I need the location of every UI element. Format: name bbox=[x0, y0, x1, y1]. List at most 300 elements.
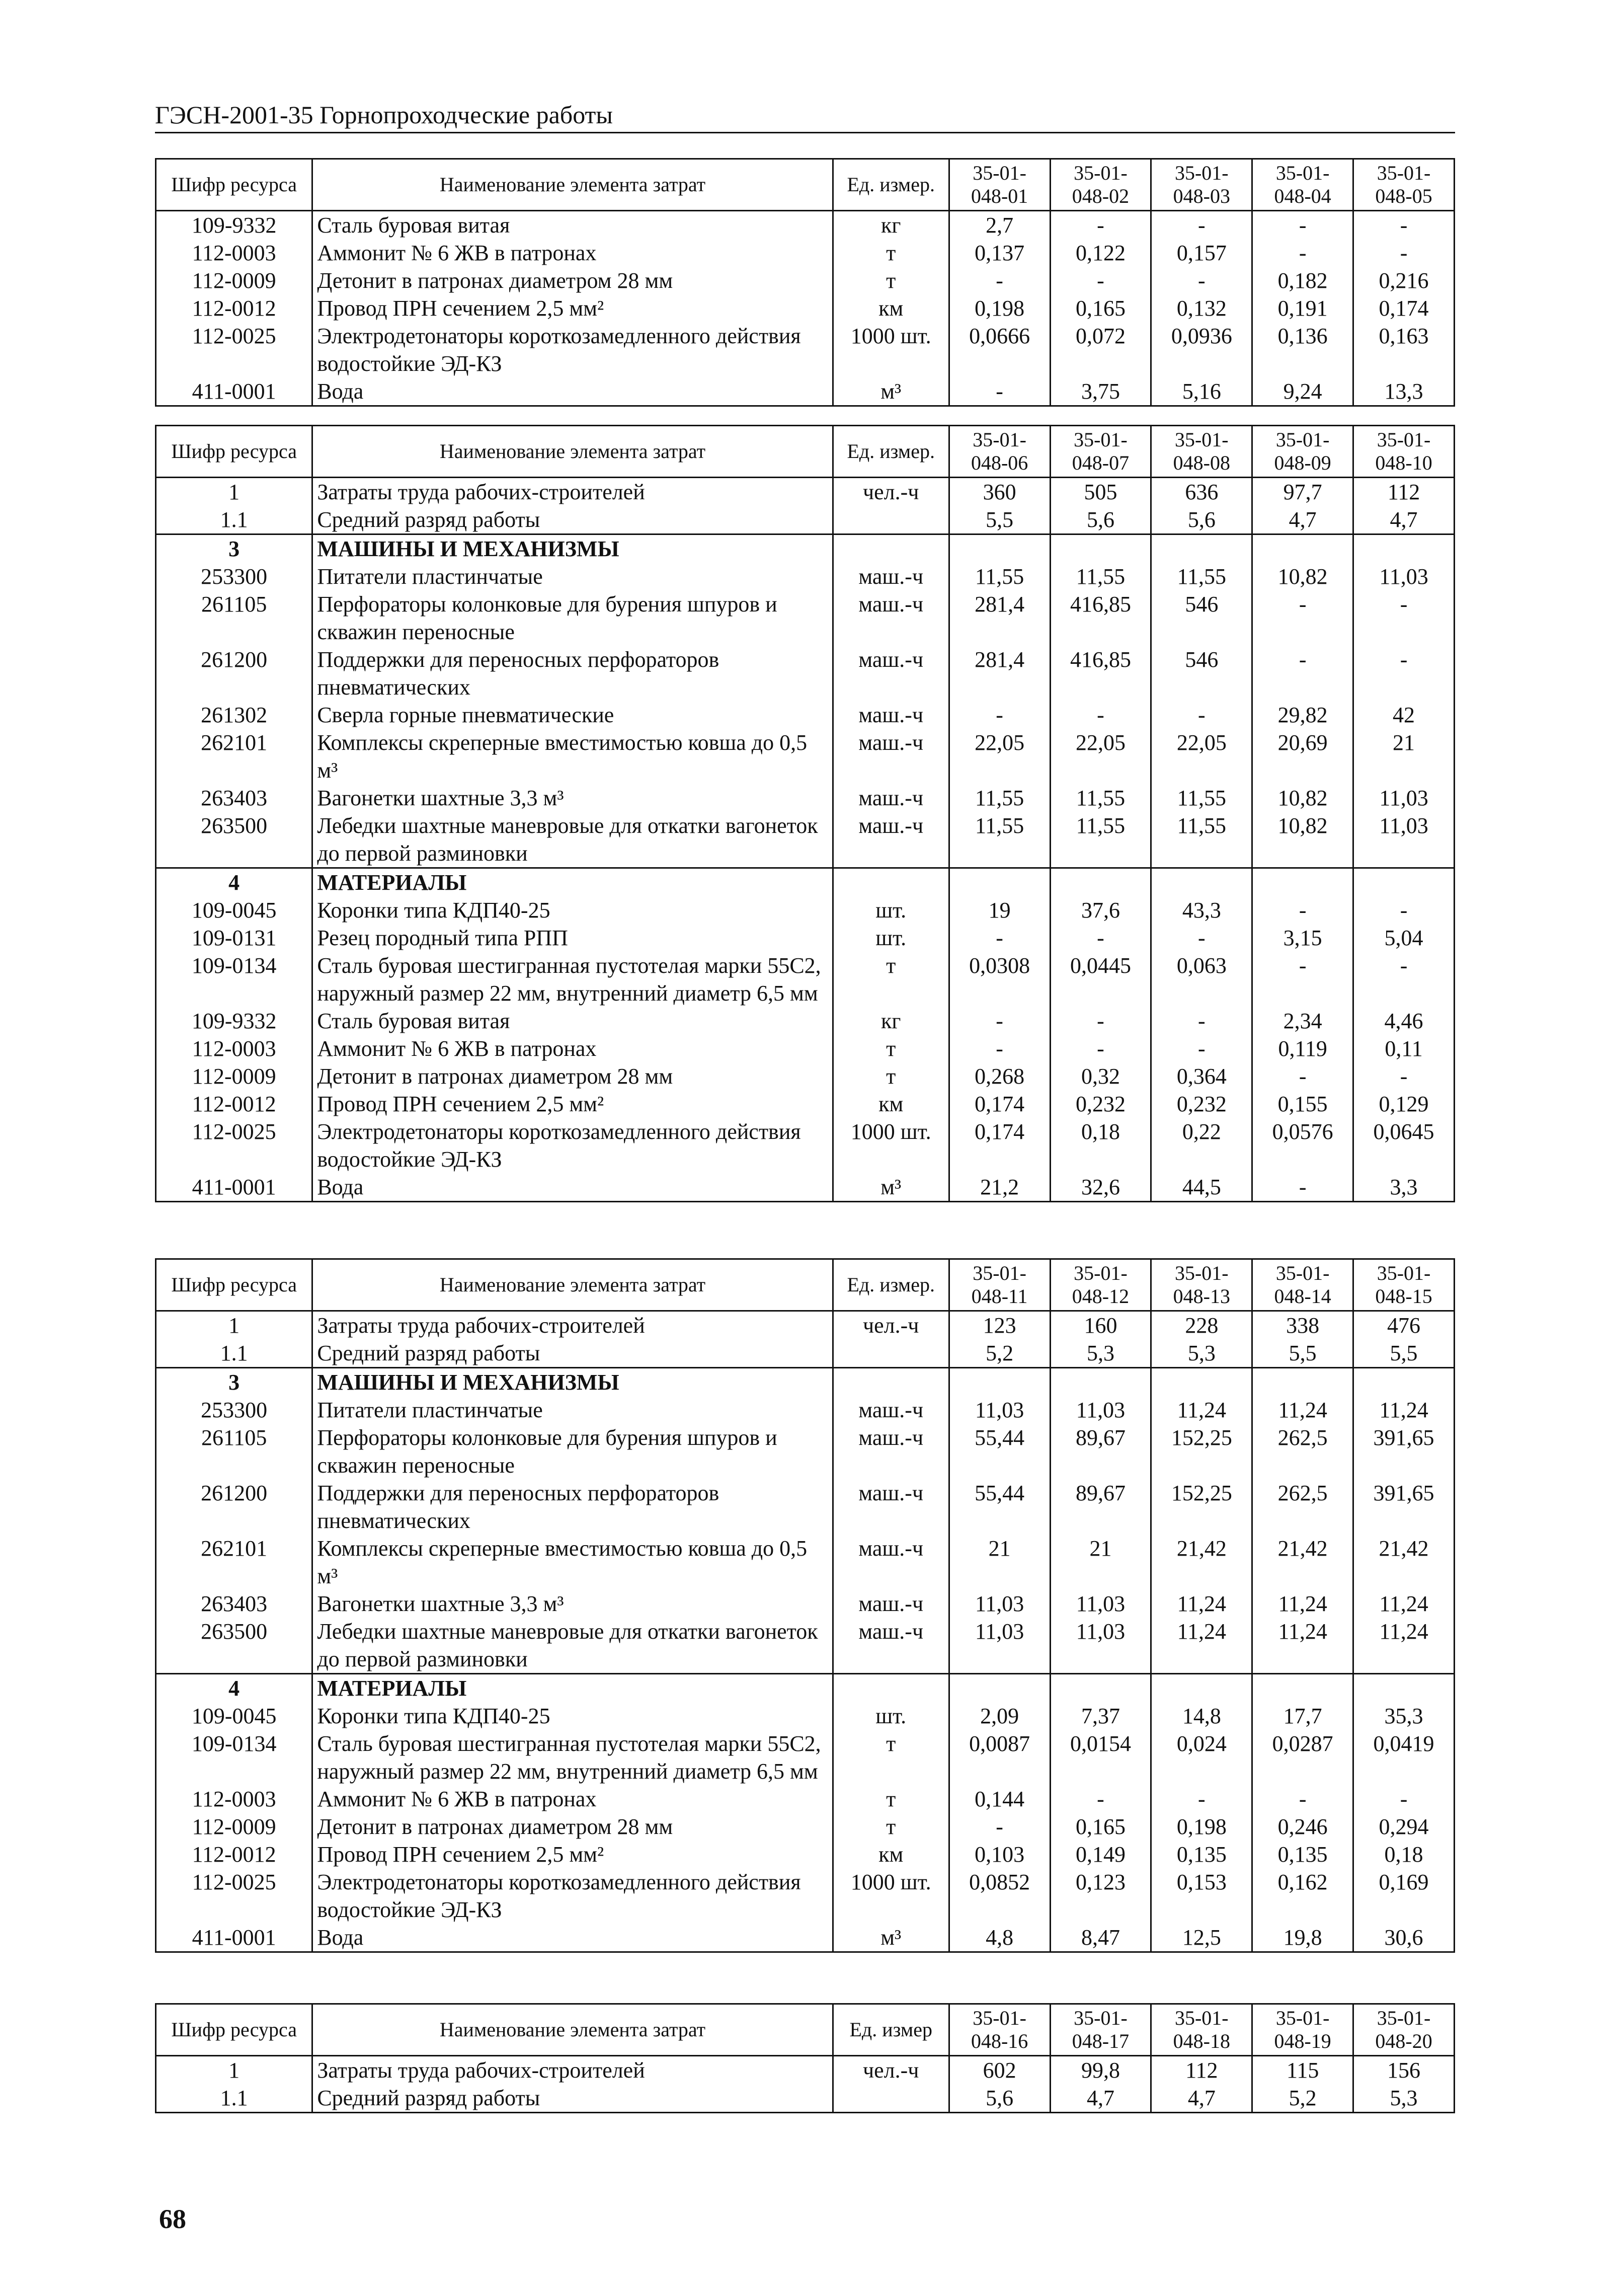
resource-code: 411-0001 bbox=[156, 377, 312, 406]
table-row bbox=[156, 1924, 1455, 1952]
norm-value: 11,55 bbox=[949, 812, 1050, 868]
norm-value: 112 bbox=[1151, 2056, 1252, 2085]
table-row bbox=[156, 239, 1455, 267]
resource-unit: маш.-ч bbox=[833, 646, 949, 701]
table-row bbox=[156, 784, 1455, 812]
norm-code-header: 35-01- 048-12 bbox=[1050, 1259, 1151, 1311]
norm-value: 0,182 bbox=[1252, 267, 1353, 294]
norm-value: 262,5 bbox=[1252, 1424, 1353, 1479]
norm-value: - bbox=[1050, 924, 1151, 952]
norm-value: - bbox=[1151, 701, 1252, 729]
norm-value: 11,55 bbox=[1151, 812, 1252, 868]
resource-code: 1.1 bbox=[156, 1339, 312, 1368]
table-row bbox=[156, 1785, 1455, 1813]
table-row bbox=[156, 1590, 1455, 1618]
resource-unit: м³ bbox=[833, 1924, 949, 1952]
resource-code: 112-0009 bbox=[156, 267, 312, 294]
norm-value bbox=[1151, 534, 1252, 563]
resource-code: 263403 bbox=[156, 1590, 312, 1618]
resource-unit: маш.-ч bbox=[833, 1535, 949, 1590]
norm-value: 21,42 bbox=[1353, 1535, 1455, 1590]
norm-value: 546 bbox=[1151, 646, 1252, 701]
norm-code-header: 35-01- 048-20 bbox=[1353, 2004, 1455, 2056]
norm-value: 22,05 bbox=[949, 729, 1050, 784]
norm-value: 0,216 bbox=[1353, 267, 1455, 294]
norm-value: 0,191 bbox=[1252, 294, 1353, 322]
norm-value: 4,46 bbox=[1353, 1007, 1455, 1035]
norm-value: 5,5 bbox=[1252, 1339, 1353, 1368]
resource-table-3 bbox=[155, 1258, 1455, 1953]
table-row bbox=[156, 1007, 1455, 1035]
norm-value: - bbox=[1151, 924, 1252, 952]
resource-name: Сталь буровая витая bbox=[312, 211, 833, 240]
resource-unit: шт. bbox=[833, 896, 949, 924]
resource-name: Вагонетки шахтные 3,3 м³ bbox=[312, 1590, 833, 1618]
resource-name: Коронки типа КДП40-25 bbox=[312, 1702, 833, 1730]
table-row bbox=[156, 1339, 1455, 1368]
norm-value: 0,0154 bbox=[1050, 1730, 1151, 1785]
resource-unit: маш.-ч bbox=[833, 784, 949, 812]
norm-value: - bbox=[1353, 646, 1455, 701]
resource-code: 261105 bbox=[156, 590, 312, 646]
norm-value: 55,44 bbox=[949, 1479, 1050, 1535]
norm-value: 11,55 bbox=[1151, 563, 1252, 590]
norm-value: 0,072 bbox=[1050, 322, 1151, 377]
resource-name: Затраты труда рабочих-строителей bbox=[312, 2056, 833, 2085]
norm-value: 0,18 bbox=[1353, 1841, 1455, 1868]
resource-name: Электродетонаторы короткозамедленного действия водостойкие ЭД-КЗ bbox=[312, 1868, 833, 1924]
resource-unit: т bbox=[833, 239, 949, 267]
norm-code-header: 35-01- 048-19 bbox=[1252, 2004, 1353, 2056]
norm-value: 5,6 bbox=[1151, 506, 1252, 534]
norm-value: 0,0936 bbox=[1151, 322, 1252, 377]
norm-value: 99,8 bbox=[1050, 2056, 1151, 2085]
norm-value: - bbox=[1353, 896, 1455, 924]
resource-name: Затраты труда рабочих-строителей bbox=[312, 478, 833, 506]
resource-code: 253300 bbox=[156, 1396, 312, 1424]
resource-code: 109-9332 bbox=[156, 1007, 312, 1035]
norm-value: 22,05 bbox=[1151, 729, 1252, 784]
norm-value: 21,2 bbox=[949, 1173, 1050, 1202]
norm-value: 11,03 bbox=[1353, 784, 1455, 812]
resource-unit: 1000 шт. bbox=[833, 1868, 949, 1924]
norm-code-header: 35-01- 048-09 bbox=[1252, 426, 1353, 478]
norm-value bbox=[1353, 534, 1455, 563]
norm-value: 5,16 bbox=[1151, 377, 1252, 406]
norm-value: 0,0576 bbox=[1252, 1118, 1353, 1173]
section-row bbox=[156, 868, 1455, 897]
resource-name: Затраты труда рабочих-строителей bbox=[312, 1311, 833, 1340]
resource-unit bbox=[833, 506, 949, 534]
norm-value bbox=[1050, 1368, 1151, 1397]
table-row bbox=[156, 1868, 1455, 1924]
norm-value: - bbox=[949, 701, 1050, 729]
resource-name: Лебедки шахтные маневровые для откатки вагонеток до первой разминовки bbox=[312, 1618, 833, 1674]
resource-code: 263403 bbox=[156, 784, 312, 812]
resource-code: 112-0012 bbox=[156, 294, 312, 322]
norm-value bbox=[1151, 1674, 1252, 1703]
norm-value: - bbox=[1050, 701, 1151, 729]
norm-value: 11,03 bbox=[1050, 1590, 1151, 1618]
norm-value: 156 bbox=[1353, 2056, 1455, 2085]
resource-name: Перфораторы колонковые для бурения шпуров и скважин переносные bbox=[312, 590, 833, 646]
norm-value: 11,24 bbox=[1252, 1590, 1353, 1618]
norm-value: 0,198 bbox=[949, 294, 1050, 322]
norm-value: 4,7 bbox=[1353, 506, 1455, 534]
norm-value: 29,82 bbox=[1252, 701, 1353, 729]
norm-value: 11,03 bbox=[949, 1396, 1050, 1424]
resource-code: 112-0012 bbox=[156, 1841, 312, 1868]
norm-value: 11,24 bbox=[1353, 1618, 1455, 1674]
norm-value bbox=[1252, 868, 1353, 897]
resource-unit: маш.-ч bbox=[833, 1479, 949, 1535]
norm-value: 338 bbox=[1252, 1311, 1353, 1340]
norm-value: 21 bbox=[1050, 1535, 1151, 1590]
norm-value: 0,149 bbox=[1050, 1841, 1151, 1868]
resource-code: 411-0001 bbox=[156, 1924, 312, 1952]
table-row bbox=[156, 211, 1455, 240]
resource-code: 109-0131 bbox=[156, 924, 312, 952]
resource-code: 1 bbox=[156, 1311, 312, 1340]
norm-value: 4,8 bbox=[949, 1924, 1050, 1952]
norm-value: 10,82 bbox=[1252, 784, 1353, 812]
norm-value: 416,85 bbox=[1050, 590, 1151, 646]
norm-value: 0,122 bbox=[1050, 239, 1151, 267]
norm-value: 0,129 bbox=[1353, 1090, 1455, 1118]
norm-value: 19,8 bbox=[1252, 1924, 1353, 1952]
norm-value: 0,198 bbox=[1151, 1813, 1252, 1841]
norm-value: 9,24 bbox=[1252, 377, 1353, 406]
norm-value: 11,03 bbox=[1050, 1396, 1151, 1424]
norm-value: 0,024 bbox=[1151, 1730, 1252, 1785]
norm-value: 0,0308 bbox=[949, 952, 1050, 1007]
resource-name: Поддержки для переносных перфораторов пневматических bbox=[312, 1479, 833, 1535]
resource-name: Лебедки шахтные маневровые для откатки вагонеток до первой разминовки bbox=[312, 812, 833, 868]
norm-value: 2,34 bbox=[1252, 1007, 1353, 1035]
norm-value: 0,0852 bbox=[949, 1868, 1050, 1924]
norm-value: - bbox=[1151, 1035, 1252, 1062]
norm-value: - bbox=[1252, 211, 1353, 240]
table-row bbox=[156, 646, 1455, 701]
resource-unit: км bbox=[833, 1090, 949, 1118]
name-col-header: Наименование элемента затрат bbox=[312, 159, 833, 211]
resource-name: МАШИНЫ И МЕХАНИЗМЫ bbox=[312, 1368, 833, 1397]
resource-name: МАШИНЫ И МЕХАНИЗМЫ bbox=[312, 534, 833, 563]
table-row bbox=[156, 563, 1455, 590]
resource-table-1 bbox=[155, 158, 1455, 407]
norm-value: 4,7 bbox=[1050, 2084, 1151, 2113]
table-row bbox=[156, 2056, 1455, 2085]
norm-value: 0,157 bbox=[1151, 239, 1252, 267]
norm-value: 14,8 bbox=[1151, 1702, 1252, 1730]
resource-unit: т bbox=[833, 1785, 949, 1813]
norm-code-header: 35-01- 048-02 bbox=[1050, 159, 1151, 211]
norm-value: - bbox=[1252, 1062, 1353, 1090]
resource-unit: маш.-ч bbox=[833, 563, 949, 590]
norm-value: 7,37 bbox=[1050, 1702, 1151, 1730]
table-row bbox=[156, 1479, 1455, 1535]
resource-unit: км bbox=[833, 294, 949, 322]
norm-value: 281,4 bbox=[949, 590, 1050, 646]
norm-value: 281,4 bbox=[949, 646, 1050, 701]
resource-code: 261302 bbox=[156, 701, 312, 729]
norm-value: 505 bbox=[1050, 478, 1151, 506]
norm-value: 2,7 bbox=[949, 211, 1050, 240]
resource-name: Питатели пластинчатые bbox=[312, 563, 833, 590]
norm-value: 636 bbox=[1151, 478, 1252, 506]
norm-code-header: 35-01- 048-11 bbox=[949, 1259, 1050, 1311]
table-row bbox=[156, 478, 1455, 506]
resource-unit: маш.-ч bbox=[833, 1590, 949, 1618]
resource-unit: шт. bbox=[833, 1702, 949, 1730]
norm-value bbox=[1050, 1674, 1151, 1703]
norm-value: 21 bbox=[1353, 729, 1455, 784]
norm-value: 8,47 bbox=[1050, 1924, 1151, 1952]
resource-unit: т bbox=[833, 267, 949, 294]
table-row bbox=[156, 1813, 1455, 1841]
table-row bbox=[156, 1535, 1455, 1590]
norm-code-header: 35-01- 048-17 bbox=[1050, 2004, 1151, 2056]
norm-value: 35,3 bbox=[1353, 1702, 1455, 1730]
norm-value: 0,232 bbox=[1050, 1090, 1151, 1118]
code-col-header: Шифр ресурса bbox=[156, 2004, 312, 2056]
resource-unit bbox=[833, 1674, 949, 1703]
table-row bbox=[156, 1035, 1455, 1062]
resource-name: Детонит в патронах диаметром 28 мм bbox=[312, 267, 833, 294]
resource-code: 263500 bbox=[156, 812, 312, 868]
resource-name: МАТЕРИАЛЫ bbox=[312, 1674, 833, 1703]
resource-name: Провод ПРН сечением 2,5 мм² bbox=[312, 1090, 833, 1118]
norm-code-header: 35-01- 048-06 bbox=[949, 426, 1050, 478]
resource-name: Поддержки для переносных перфораторов пневматических bbox=[312, 646, 833, 701]
norm-value: 112 bbox=[1353, 478, 1455, 506]
table-row bbox=[156, 1424, 1455, 1479]
norm-value: 0,063 bbox=[1151, 952, 1252, 1007]
norm-code-header: 35-01- 048-16 bbox=[949, 2004, 1050, 2056]
resource-name: Средний разряд работы bbox=[312, 1339, 833, 1368]
resource-code: 1.1 bbox=[156, 506, 312, 534]
norm-value: 0,165 bbox=[1050, 1813, 1151, 1841]
table-row bbox=[156, 701, 1455, 729]
norm-value: 0,155 bbox=[1252, 1090, 1353, 1118]
resource-code: 261200 bbox=[156, 1479, 312, 1535]
section-row bbox=[156, 1368, 1455, 1397]
norm-value: 44,5 bbox=[1151, 1173, 1252, 1202]
unit-col-header: Ед. измер. bbox=[833, 1259, 949, 1311]
resource-unit: маш.-ч bbox=[833, 1424, 949, 1479]
norm-code-header: 35-01- 048-10 bbox=[1353, 426, 1455, 478]
name-col-header: Наименование элемента затрат bbox=[312, 1259, 833, 1311]
norm-value: 3,3 bbox=[1353, 1173, 1455, 1202]
norm-value: - bbox=[1252, 590, 1353, 646]
norm-value: 11,24 bbox=[1252, 1396, 1353, 1424]
norm-value: 5,2 bbox=[1252, 2084, 1353, 2113]
resource-unit: т bbox=[833, 1813, 949, 1841]
norm-value: 602 bbox=[949, 2056, 1050, 2085]
norm-value: 11,03 bbox=[1050, 1618, 1151, 1674]
resource-name: Детонит в патронах диаметром 28 мм bbox=[312, 1062, 833, 1090]
norm-value: 0,103 bbox=[949, 1841, 1050, 1868]
norm-value: 42 bbox=[1353, 701, 1455, 729]
norm-value: - bbox=[1252, 239, 1353, 267]
resource-unit: 1000 шт. bbox=[833, 1118, 949, 1173]
resource-name: Аммонит № 6 ЖВ в патронах bbox=[312, 1785, 833, 1813]
resource-code: 1 bbox=[156, 2056, 312, 2085]
resource-name: Аммонит № 6 ЖВ в патронах bbox=[312, 239, 833, 267]
resource-code: 263500 bbox=[156, 1618, 312, 1674]
name-col-header: Наименование элемента затрат bbox=[312, 2004, 833, 2056]
table-header-row bbox=[156, 2004, 1455, 2056]
norm-value: - bbox=[1353, 1062, 1455, 1090]
resource-unit: маш.-ч bbox=[833, 1618, 949, 1674]
norm-value: 0,18 bbox=[1050, 1118, 1151, 1173]
resource-name: Средний разряд работы bbox=[312, 506, 833, 534]
resource-unit: км bbox=[833, 1841, 949, 1868]
norm-value: 20,69 bbox=[1252, 729, 1353, 784]
resource-name: Средний разряд работы bbox=[312, 2084, 833, 2113]
norm-value bbox=[949, 1674, 1050, 1703]
table-header-row bbox=[156, 1259, 1455, 1311]
norm-value: 476 bbox=[1353, 1311, 1455, 1340]
resource-code: 261200 bbox=[156, 646, 312, 701]
code-col-header: Шифр ресурса bbox=[156, 159, 312, 211]
norm-value: 152,25 bbox=[1151, 1424, 1252, 1479]
resource-unit: шт. bbox=[833, 924, 949, 952]
norm-value: 10,82 bbox=[1252, 563, 1353, 590]
resource-code: 109-9332 bbox=[156, 211, 312, 240]
norm-value: - bbox=[1050, 267, 1151, 294]
table-row bbox=[156, 2084, 1455, 2113]
resource-unit bbox=[833, 1368, 949, 1397]
norm-value: 5,04 bbox=[1353, 924, 1455, 952]
norm-value bbox=[1252, 1368, 1353, 1397]
norm-value: 12,5 bbox=[1151, 1924, 1252, 1952]
table-row bbox=[156, 377, 1455, 406]
norm-value: - bbox=[1151, 267, 1252, 294]
norm-value: 13,3 bbox=[1353, 377, 1455, 406]
norm-value: 17,7 bbox=[1252, 1702, 1353, 1730]
norm-value: 89,67 bbox=[1050, 1479, 1151, 1535]
table-header-row bbox=[156, 426, 1455, 478]
norm-value bbox=[949, 534, 1050, 563]
norm-value: - bbox=[1050, 1785, 1151, 1813]
resource-unit: чел.-ч bbox=[833, 478, 949, 506]
norm-value: 0,174 bbox=[949, 1090, 1050, 1118]
resource-unit: кг bbox=[833, 1007, 949, 1035]
norm-value: 0,11 bbox=[1353, 1035, 1455, 1062]
table-row bbox=[156, 812, 1455, 868]
resource-name: Сталь буровая витая bbox=[312, 1007, 833, 1035]
norm-value: 11,03 bbox=[1353, 563, 1455, 590]
resource-name: Комплексы скреперные вместимостью ковша до 0,5 м³ bbox=[312, 1535, 833, 1590]
resource-unit bbox=[833, 534, 949, 563]
resource-code: 109-0045 bbox=[156, 1702, 312, 1730]
resource-code: 262101 bbox=[156, 1535, 312, 1590]
norm-value: 0,174 bbox=[1353, 294, 1455, 322]
norm-code-header: 35-01- 048-07 bbox=[1050, 426, 1151, 478]
resource-code: 112-0012 bbox=[156, 1090, 312, 1118]
resource-unit: чел.-ч bbox=[833, 1311, 949, 1340]
norm-value: 0,0087 bbox=[949, 1730, 1050, 1785]
norm-value: 0,174 bbox=[949, 1118, 1050, 1173]
resource-unit: маш.-ч bbox=[833, 590, 949, 646]
norm-value bbox=[1151, 868, 1252, 897]
page-header bbox=[155, 100, 1455, 133]
norm-value: 160 bbox=[1050, 1311, 1151, 1340]
resource-code: 3 bbox=[156, 534, 312, 563]
table-row bbox=[156, 1118, 1455, 1173]
resource-code: 4 bbox=[156, 1674, 312, 1703]
table-row bbox=[156, 1618, 1455, 1674]
norm-value bbox=[1353, 868, 1455, 897]
resource-code: 112-0009 bbox=[156, 1813, 312, 1841]
norm-value: 0,246 bbox=[1252, 1813, 1353, 1841]
norm-value: 19 bbox=[949, 896, 1050, 924]
norm-value: 0,0287 bbox=[1252, 1730, 1353, 1785]
resource-name: МАТЕРИАЛЫ bbox=[312, 868, 833, 897]
norm-value: 5,6 bbox=[1050, 506, 1151, 534]
norm-value: 0,165 bbox=[1050, 294, 1151, 322]
norm-value: 0,144 bbox=[949, 1785, 1050, 1813]
resource-name: Вагонетки шахтные 3,3 м³ bbox=[312, 784, 833, 812]
norm-value: 546 bbox=[1151, 590, 1252, 646]
resource-unit: чел.-ч bbox=[833, 2056, 949, 2085]
norm-value: 115 bbox=[1252, 2056, 1353, 2085]
norm-value: - bbox=[1050, 211, 1151, 240]
norm-value bbox=[1252, 1674, 1353, 1703]
norm-value: 0,163 bbox=[1353, 322, 1455, 377]
table-row bbox=[156, 506, 1455, 534]
table-row bbox=[156, 1173, 1455, 1202]
resource-code: 3 bbox=[156, 1368, 312, 1397]
norm-value bbox=[949, 1368, 1050, 1397]
norm-value: 11,55 bbox=[1151, 784, 1252, 812]
norm-value: 5,5 bbox=[949, 506, 1050, 534]
resource-code: 109-0134 bbox=[156, 952, 312, 1007]
norm-value: 11,55 bbox=[1050, 563, 1151, 590]
norm-value: 37,6 bbox=[1050, 896, 1151, 924]
norm-value bbox=[1353, 1674, 1455, 1703]
table-row bbox=[156, 1702, 1455, 1730]
resource-name: Комплексы скреперные вместимостью ковша до 0,5 м³ bbox=[312, 729, 833, 784]
norm-code-header: 35-01- 048-18 bbox=[1151, 2004, 1252, 2056]
resource-code: 1 bbox=[156, 478, 312, 506]
resource-name: Вода bbox=[312, 1173, 833, 1202]
resource-code: 109-0045 bbox=[156, 896, 312, 924]
norm-value: 0,294 bbox=[1353, 1813, 1455, 1841]
norm-value: 2,09 bbox=[949, 1702, 1050, 1730]
norm-value: 5,3 bbox=[1050, 1339, 1151, 1368]
section-row bbox=[156, 1674, 1455, 1703]
norm-value: 32,6 bbox=[1050, 1173, 1151, 1202]
norm-value bbox=[1353, 1368, 1455, 1397]
norm-code-header: 35-01- 048-08 bbox=[1151, 426, 1252, 478]
norm-value: - bbox=[1353, 239, 1455, 267]
resource-unit: т bbox=[833, 1730, 949, 1785]
norm-value: - bbox=[949, 1007, 1050, 1035]
norm-value: 11,55 bbox=[949, 784, 1050, 812]
section-row bbox=[156, 534, 1455, 563]
table-header-row bbox=[156, 159, 1455, 211]
norm-value: 11,55 bbox=[949, 563, 1050, 590]
norm-value: 0,232 bbox=[1151, 1090, 1252, 1118]
norm-value: 5,2 bbox=[949, 1339, 1050, 1368]
resource-name: Провод ПРН сечением 2,5 мм² bbox=[312, 294, 833, 322]
code-col-header: Шифр ресурса bbox=[156, 426, 312, 478]
table-row bbox=[156, 590, 1455, 646]
norm-value: 0,162 bbox=[1252, 1868, 1353, 1924]
norm-value: 0,132 bbox=[1151, 294, 1252, 322]
